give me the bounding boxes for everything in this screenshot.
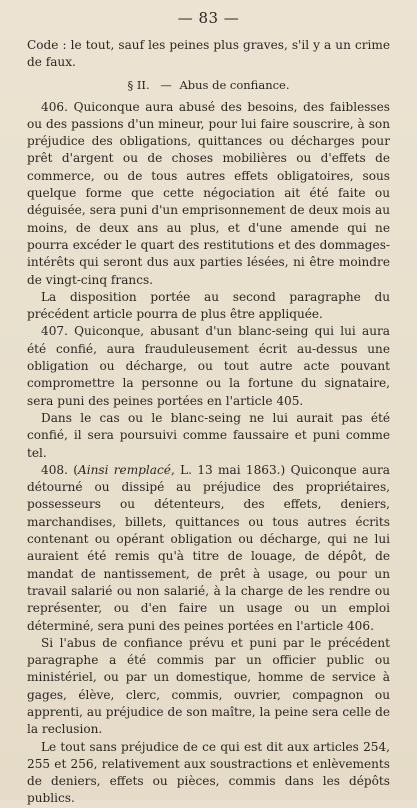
article-408-amendment-note: Ainsi remplacé bbox=[77, 462, 171, 477]
section-number: § II. bbox=[127, 77, 150, 92]
article-407: 407. Quiconque, abusant d'un blanc-seing qui lui aura été confié, aura frauduleusement écrit au-dessus une obligation ou décharge, ou tout autre acte pouvant compromettre la personne ou la fortune du signataire, sera puni des peines portées en l'article 405. bbox=[27, 324, 390, 408]
article-408-paragraph-3: Le tout sans préjudice de ce qui est dit aux articles 254, 255 et 256, relativement aux soustractions et enlèvements de deniers, effets ou pièces, commis dans les dépôts publics. bbox=[27, 739, 390, 806]
paragraph-code-tail: Code : le tout, sauf les peines plus graves, s'il y a un crime de faux. bbox=[27, 38, 390, 70]
article-408-paragraph-2: Si l'abus de confiance prévu et puni par le précédent paragraphe a été commis par un officier public ou ministériel, ou par un domestique, homme de service à gages, élève, clerc, commis, ouvrier, compagnon ou apprenti, au préjudice de son maître, la peine sera celle de la reclusion. bbox=[27, 635, 390, 737]
section-dash: — bbox=[160, 77, 172, 92]
article-408-number: 408. ( bbox=[41, 462, 78, 477]
article-406-paragraph-2: La disposition portée au second paragraphe du précédent article pourra de plus être appliquée. bbox=[27, 289, 390, 322]
article-408-text: Quiconque aura détourné ou dissipé au préjudice des propriétaires, possesseurs ou détenteurs, des effets, deniers, marchandises, billets, quittances ou tous autres écrits contenant ou opérant obligation ou décharge, qui ne lui auraient été remis qu'à titre de louage, de dépôt, de mandat de nantissement, de prêt à usage, ou pour un travail salarié ou non salarié, à la charge de les rendre ou représenter, ou d'en faire un usage ou un emploi déterminé, sera puni des peines portées en l'article 406. bbox=[27, 462, 390, 633]
page-number: — 83 — bbox=[177, 9, 240, 27]
article-408-amendment-date: , L. 13 mai 1863.) bbox=[170, 462, 286, 477]
section-heading bbox=[27, 77, 390, 94]
article-406: 406. Quiconque aura abusé des besoins, des faiblesses ou des passions d'un mineur, pour lui faire souscrire, à son préjudice des obligations, quittances ou décharges pour prêt d'argent ou de choses mobilières ou d'effets de commerce, ou de tous autres effets obligatoires, sous quelque forme que cette négociation ait été faite ou déguisée, sera puni d'un emprisonnement de deux mois au moins, de deux ans au plus, et d'une amende qui ne pourra excéder le quart des restitutions et des dommages-intérêts qui seront dus aux parties lésées, ni être moindre de vingt-cinq francs. bbox=[27, 99, 390, 287]
section-title: Abus de confiance. bbox=[179, 77, 290, 92]
article-407-paragraph-2: Dans le cas ou le blanc-seing ne lui aurait pas été confié, il sera poursuivi comme faussaire et puni comme tel. bbox=[27, 410, 390, 460]
article-408 bbox=[27, 462, 390, 635]
